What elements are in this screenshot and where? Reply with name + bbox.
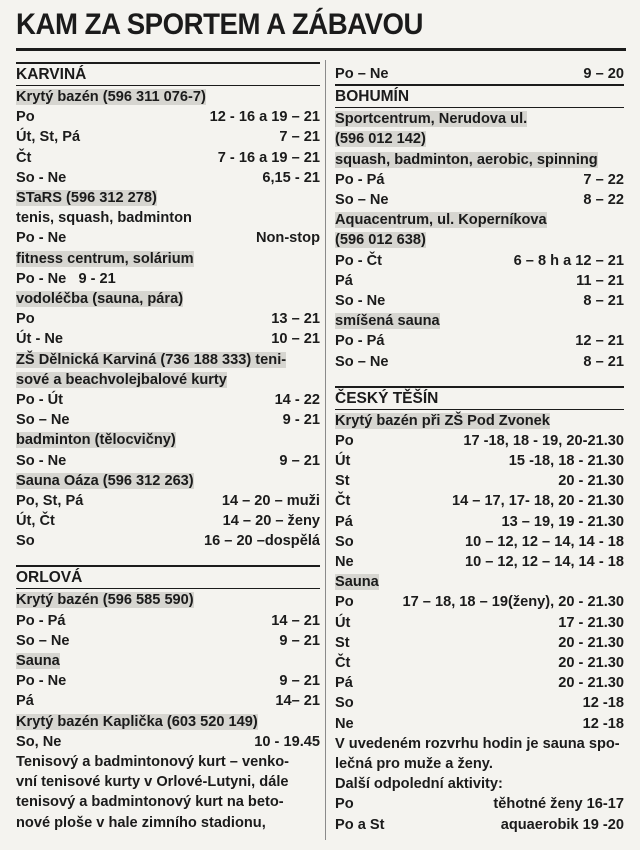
hours-row: So - Ne 8 – 21 — [335, 292, 624, 309]
tesin-note-line1: V uvedeném rozvrhu hodin je sauna spo- — [335, 735, 620, 752]
hours-row: Út, St, Pá 7 – 21 — [16, 129, 320, 146]
hours-row: Út - Ne 10 – 21 — [16, 331, 320, 348]
orlova-text-line: nové ploše v hale zimního stadionu, — [16, 814, 266, 831]
orlova-text-line: vní tenisové kurty v Orlové-Lutyni, dále — [16, 774, 289, 791]
sport-title-line1: Sportcentrum, Nerudova ul. — [335, 111, 528, 128]
tesin-sauna-title: Sauna — [335, 574, 379, 591]
stars-title: STaRS (596 312 278) — [16, 189, 157, 206]
hours-row: So 10 – 12, 12 – 14, 14 - 18 — [335, 533, 624, 550]
hours-row: St 20 - 21.30 — [335, 634, 624, 651]
section-bohumin-heading: BOHUMÍN — [335, 84, 624, 107]
hours-row: Po - Ne Non-stop — [16, 230, 320, 247]
hours-row: Po těhotné ženy 16-17 — [335, 796, 624, 813]
hours-row: Po - Ne 9 - 21 — [16, 270, 116, 287]
hours-row: So - Ne 6,15 - 21 — [16, 169, 320, 186]
hours-row: Ne 10 – 12, 12 – 14, 14 - 18 — [335, 554, 624, 571]
hours-row: So 16 – 20 –dospělá — [16, 533, 320, 550]
hours-row: Pá 11 – 21 — [335, 272, 624, 289]
section-orlova-heading: ORLOVÁ — [16, 565, 320, 588]
orlova-sauna-title: Sauna — [16, 653, 60, 670]
vodo-title: vodoléčba (sauna, pára) — [16, 290, 184, 307]
hours-row: Po - Čt 6 – 8 h a 12 – 21 — [335, 252, 624, 269]
hours-row: Po – Ne 9 – 20 — [335, 66, 624, 82]
page-title: KAM ZA SPORTEM A ZÁBAVOU — [16, 8, 424, 41]
heading-rule — [335, 409, 624, 410]
heading-rule — [16, 588, 320, 589]
hours-row: Po 17 – 18, 18 – 19(ženy), 20 - 21.30 — [335, 594, 624, 611]
hours-row: Po 17 -18, 18 - 19, 20-21.30 — [335, 432, 624, 449]
right-column — [335, 62, 624, 835]
hours-row: Út 15 -18, 18 - 21.30 — [335, 453, 624, 470]
hours-row: So – Ne 9 – 21 — [16, 632, 320, 649]
hours-row: Čt 20 - 21.30 — [335, 655, 624, 671]
hours-row: Po a St aquaerobik 19 -20 — [335, 816, 624, 833]
hours-row: So – Ne 8 – 22 — [335, 191, 624, 208]
orlova-pool-title: Krytý bazén (596 585 590) — [16, 592, 194, 609]
mixed-sauna-title: smíšená sauna — [335, 313, 440, 330]
hours-row: Čt 14 – 17, 17- 18, 20 - 21.30 — [335, 493, 624, 510]
hours-row: So – Ne 9 - 21 — [16, 412, 320, 429]
hours-row: Po 12 - 16 a 19 – 21 — [16, 109, 320, 126]
hours-row: Pá 14– 21 — [16, 693, 320, 710]
zs-title-line2: sové a beachvolejbalové kurty — [16, 371, 227, 388]
section-tesin-heading: ČESKÝ TĚŠÍN — [335, 386, 624, 409]
hours-row: So 12 -18 — [335, 695, 624, 712]
hours-row: So - Ne 9 – 21 — [16, 452, 320, 469]
hours-row: Po - Pá 7 – 22 — [335, 171, 624, 188]
hours-row: St 20 - 21.30 — [335, 473, 624, 490]
hours-row: Pá 13 – 19, 19 - 21.30 — [335, 513, 624, 530]
orlova-text-line: tenisový a badmintonový kurt na beto- — [16, 794, 284, 811]
heading-rule — [335, 107, 624, 108]
hours-row: So, Ne 10 - 19.45 — [16, 733, 320, 750]
heading-rule — [16, 85, 320, 86]
sport-title-line3: squash, badminton, aerobic, spinning — [335, 151, 598, 168]
hours-row: Po - Ne 9 – 21 — [16, 673, 320, 690]
hours-row: Ne 12 -18 — [335, 715, 624, 732]
hours-row: Po - Pá 12 – 21 — [335, 333, 624, 350]
hours-row: Út 17 - 21.30 — [335, 614, 624, 631]
title-rule — [16, 48, 626, 51]
hours-row: Čt 7 - 16 a 19 – 21 — [16, 149, 320, 166]
left-column — [16, 62, 320, 833]
hours-row: Pá 20 - 21.30 — [335, 675, 624, 692]
hours-row: Po, St, Pá 14 – 20 – muži — [16, 492, 320, 509]
oaza-title: Sauna Oáza (596 312 263) — [16, 472, 194, 489]
hours-row: Po - Pá 14 – 21 — [16, 612, 320, 629]
aqua-title-line1: Aquacentrum, ul. Koperníkova — [335, 212, 547, 229]
fitness-title: fitness centrum, solárium — [16, 250, 194, 267]
kaplicka-title: Krytý bazén Kaplička (603 520 149) — [16, 713, 258, 730]
section-karvina-heading: KARVINÁ — [16, 62, 320, 85]
hours-row: Po - Út 14 - 22 — [16, 391, 320, 408]
column-divider — [325, 60, 326, 840]
stars-subtitle: tenis, squash, badminton — [16, 210, 192, 227]
tesin-note-line2: lečná pro muže a ženy. — [335, 755, 493, 772]
aqua-title-line2: (596 012 638) — [335, 232, 426, 249]
badminton-title: badminton (tělocvičny) — [16, 432, 176, 449]
zs-title-line1: ZŠ Dělnická Karviná (736 188 333) teni- — [16, 351, 287, 368]
hours-row: So – Ne 8 – 21 — [335, 353, 624, 370]
tesin-pool-title: Krytý bazén při ZŠ Pod Zvonek — [335, 412, 550, 429]
sport-title-line2: (596 012 142) — [335, 131, 426, 148]
hours-row: Po 13 – 21 — [16, 311, 320, 328]
tesin-other-title: Další odpolední aktivity: — [335, 776, 503, 793]
orlova-text-line: Tenisový a badmintonový kurt – venko- — [16, 754, 290, 771]
karvina-pool-title: Krytý bazén (596 311 076-7) — [16, 89, 206, 105]
hours-row: Út, Čt 14 – 20 – ženy — [16, 513, 320, 530]
